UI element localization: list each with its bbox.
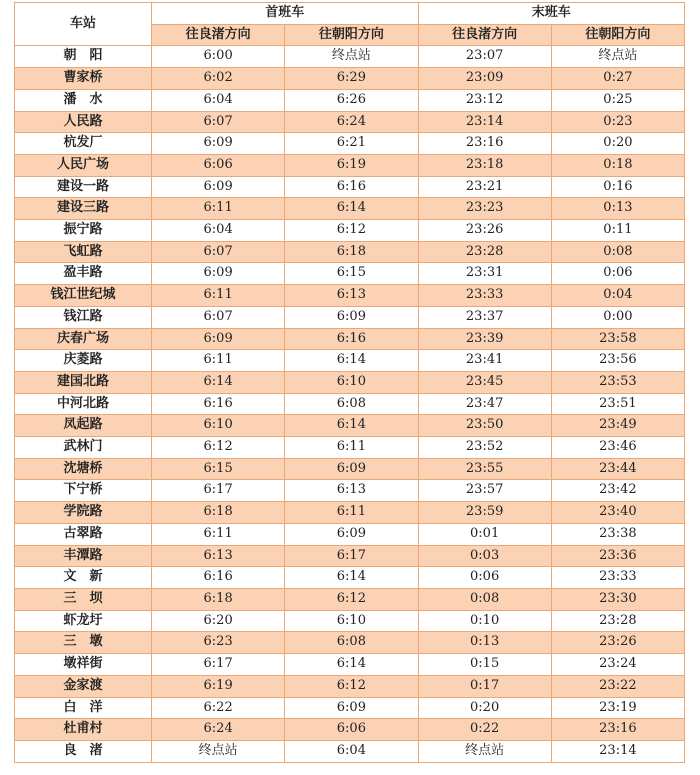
first-train-liangzhu-cell: 6:10 — [152, 415, 285, 437]
first-train-chaoyang-cell: 6:13 — [285, 480, 418, 502]
last-train-chaoyang-cell: 0:20 — [551, 133, 684, 155]
timetable-body — [15, 46, 685, 762]
table-row — [15, 285, 685, 307]
table-row — [15, 176, 685, 198]
last-train-liangzhu-cell: 23:21 — [418, 176, 551, 198]
first-train-chaoyang-cell: 6:10 — [285, 371, 418, 393]
last-train-chaoyang-cell: 23:36 — [551, 545, 684, 567]
last-train-chaoyang-cell: 23:14 — [551, 740, 684, 762]
last-train-liangzhu-cell: 终点站 — [418, 740, 551, 762]
last-train-chaoyang-cell: 23:26 — [551, 632, 684, 654]
first-train-chaoyang-cell: 6:14 — [285, 415, 418, 437]
first-train-chaoyang-cell: 6:21 — [285, 133, 418, 155]
first-train-chaoyang-cell: 6:09 — [285, 306, 418, 328]
station-cell: 潘 水 — [15, 89, 152, 111]
first-train-liangzhu-cell: 6:09 — [152, 176, 285, 198]
first-train-chaoyang-cell: 6:14 — [285, 654, 418, 676]
last-train-liangzhu-cell: 0:22 — [418, 719, 551, 741]
table-row — [15, 133, 685, 155]
last-train-liangzhu-cell: 23:37 — [418, 306, 551, 328]
first-train-chaoyang-cell: 6:14 — [285, 567, 418, 589]
first-train-chaoyang-cell: 6:24 — [285, 111, 418, 133]
station-cell: 钱江世纪城 — [15, 285, 152, 307]
last-train-chaoyang-cell: 23:42 — [551, 480, 684, 502]
last-train-chaoyang-cell: 终点站 — [551, 46, 684, 68]
table-row — [15, 415, 685, 437]
table-row — [15, 89, 685, 111]
first-train-chaoyang-cell: 6:12 — [285, 220, 418, 242]
first-train-chaoyang-cell: 终点站 — [285, 46, 418, 68]
last-train-chaoyang-cell: 23:22 — [551, 675, 684, 697]
last-train-liangzhu-cell: 0:13 — [418, 632, 551, 654]
station-cell: 庆菱路 — [15, 350, 152, 372]
timetable — [14, 2, 685, 763]
station-cell: 金家渡 — [15, 675, 152, 697]
first-train-liangzhu-cell: 6:24 — [152, 719, 285, 741]
station-cell: 古翠路 — [15, 523, 152, 545]
table-row — [15, 328, 685, 350]
header-last-dir-chaoyang: 往朝阳方向 — [551, 24, 684, 46]
first-train-chaoyang-cell: 6:09 — [285, 697, 418, 719]
last-train-chaoyang-cell: 23:30 — [551, 588, 684, 610]
first-train-chaoyang-cell: 6:09 — [285, 458, 418, 480]
last-train-liangzhu-cell: 0:01 — [418, 523, 551, 545]
first-train-liangzhu-cell: 6:16 — [152, 567, 285, 589]
table-row — [15, 437, 685, 459]
table-row — [15, 371, 685, 393]
header-first-dir-liangzhu: 往良渚方向 — [152, 24, 285, 46]
first-train-liangzhu-cell: 6:16 — [152, 393, 285, 415]
header-first-dir-chaoyang: 往朝阳方向 — [285, 24, 418, 46]
station-cell: 振宁路 — [15, 220, 152, 242]
first-train-chaoyang-cell: 6:14 — [285, 198, 418, 220]
station-cell: 曹家桥 — [15, 68, 152, 90]
last-train-chaoyang-cell: 23:38 — [551, 523, 684, 545]
timetable-header — [15, 3, 685, 46]
first-train-chaoyang-cell: 6:18 — [285, 241, 418, 263]
first-train-liangzhu-cell: 6:00 — [152, 46, 285, 68]
last-train-chaoyang-cell: 0:00 — [551, 306, 684, 328]
last-train-chaoyang-cell: 23:19 — [551, 697, 684, 719]
last-train-liangzhu-cell: 0:15 — [418, 654, 551, 676]
table-row — [15, 654, 685, 676]
first-train-liangzhu-cell: 6:07 — [152, 241, 285, 263]
last-train-liangzhu-cell: 23:23 — [418, 198, 551, 220]
first-train-liangzhu-cell: 终点站 — [152, 740, 285, 762]
station-cell: 杭发厂 — [15, 133, 152, 155]
header-last-dir-liangzhu: 往良渚方向 — [418, 24, 551, 46]
last-train-chaoyang-cell: 23:28 — [551, 610, 684, 632]
last-train-liangzhu-cell: 23:33 — [418, 285, 551, 307]
last-train-liangzhu-cell: 23:09 — [418, 68, 551, 90]
first-train-chaoyang-cell: 6:16 — [285, 176, 418, 198]
first-train-liangzhu-cell: 6:02 — [152, 68, 285, 90]
station-cell: 三 墩 — [15, 632, 152, 654]
first-train-liangzhu-cell: 6:12 — [152, 437, 285, 459]
first-train-chaoyang-cell: 6:29 — [285, 68, 418, 90]
first-train-liangzhu-cell: 6:04 — [152, 220, 285, 242]
first-train-chaoyang-cell: 6:17 — [285, 545, 418, 567]
first-train-liangzhu-cell: 6:20 — [152, 610, 285, 632]
last-train-chaoyang-cell: 23:24 — [551, 654, 684, 676]
table-row — [15, 502, 685, 524]
station-cell: 钱江路 — [15, 306, 152, 328]
first-train-chaoyang-cell: 6:12 — [285, 675, 418, 697]
station-cell: 墩祥街 — [15, 654, 152, 676]
table-row — [15, 198, 685, 220]
last-train-liangzhu-cell: 0:20 — [418, 697, 551, 719]
last-train-liangzhu-cell: 23:12 — [418, 89, 551, 111]
last-train-liangzhu-cell: 0:03 — [418, 545, 551, 567]
last-train-chaoyang-cell: 23:53 — [551, 371, 684, 393]
first-train-chaoyang-cell: 6:12 — [285, 588, 418, 610]
last-train-chaoyang-cell: 23:40 — [551, 502, 684, 524]
header-row-top — [15, 3, 685, 25]
table-row — [15, 697, 685, 719]
last-train-chaoyang-cell: 0:27 — [551, 68, 684, 90]
last-train-liangzhu-cell: 23:47 — [418, 393, 551, 415]
last-train-liangzhu-cell: 0:10 — [418, 610, 551, 632]
first-train-chaoyang-cell: 6:26 — [285, 89, 418, 111]
table-row — [15, 610, 685, 632]
last-train-chaoyang-cell: 0:18 — [551, 154, 684, 176]
first-train-liangzhu-cell: 6:18 — [152, 588, 285, 610]
station-cell: 下宁桥 — [15, 480, 152, 502]
table-row — [15, 740, 685, 762]
last-train-liangzhu-cell: 23:45 — [418, 371, 551, 393]
last-train-liangzhu-cell: 0:06 — [418, 567, 551, 589]
station-cell: 丰潭路 — [15, 545, 152, 567]
first-train-liangzhu-cell: 6:11 — [152, 523, 285, 545]
last-train-liangzhu-cell: 23:39 — [418, 328, 551, 350]
table-row — [15, 241, 685, 263]
table-row — [15, 458, 685, 480]
table-row — [15, 675, 685, 697]
first-train-chaoyang-cell: 6:04 — [285, 740, 418, 762]
last-train-liangzhu-cell: 23:57 — [418, 480, 551, 502]
station-cell: 虾龙圩 — [15, 610, 152, 632]
last-train-liangzhu-cell: 0:08 — [418, 588, 551, 610]
first-train-chaoyang-cell: 6:14 — [285, 350, 418, 372]
table-row — [15, 393, 685, 415]
station-cell: 凤起路 — [15, 415, 152, 437]
first-train-liangzhu-cell: 6:04 — [152, 89, 285, 111]
table-row — [15, 719, 685, 741]
first-train-chaoyang-cell: 6:19 — [285, 154, 418, 176]
station-cell: 文 新 — [15, 567, 152, 589]
last-train-chaoyang-cell: 23:58 — [551, 328, 684, 350]
first-train-liangzhu-cell: 6:07 — [152, 306, 285, 328]
station-cell: 武林门 — [15, 437, 152, 459]
table-row — [15, 306, 685, 328]
first-train-chaoyang-cell: 6:16 — [285, 328, 418, 350]
last-train-chaoyang-cell: 23:16 — [551, 719, 684, 741]
first-train-liangzhu-cell: 6:14 — [152, 371, 285, 393]
station-cell: 沈塘桥 — [15, 458, 152, 480]
last-train-liangzhu-cell: 23:59 — [418, 502, 551, 524]
first-train-chaoyang-cell: 6:06 — [285, 719, 418, 741]
last-train-liangzhu-cell: 23:14 — [418, 111, 551, 133]
first-train-chaoyang-cell: 6:11 — [285, 437, 418, 459]
first-train-chaoyang-cell: 6:08 — [285, 632, 418, 654]
table-row — [15, 220, 685, 242]
table-row — [15, 567, 685, 589]
last-train-chaoyang-cell: 0:23 — [551, 111, 684, 133]
first-train-chaoyang-cell: 6:13 — [285, 285, 418, 307]
first-train-liangzhu-cell: 6:22 — [152, 697, 285, 719]
table-row — [15, 632, 685, 654]
station-cell: 杜甫村 — [15, 719, 152, 741]
table-row — [15, 263, 685, 285]
header-station: 车站 — [15, 3, 152, 46]
last-train-liangzhu-cell: 23:31 — [418, 263, 551, 285]
last-train-chaoyang-cell: 0:25 — [551, 89, 684, 111]
last-train-liangzhu-cell: 0:17 — [418, 675, 551, 697]
station-cell: 良 渚 — [15, 740, 152, 762]
first-train-chaoyang-cell: 6:09 — [285, 523, 418, 545]
station-cell: 建设三路 — [15, 198, 152, 220]
table-row — [15, 350, 685, 372]
first-train-liangzhu-cell: 6:07 — [152, 111, 285, 133]
table-row — [15, 480, 685, 502]
station-cell: 飞虹路 — [15, 241, 152, 263]
station-cell: 建设一路 — [15, 176, 152, 198]
station-cell: 人民路 — [15, 111, 152, 133]
last-train-chaoyang-cell: 23:56 — [551, 350, 684, 372]
first-train-liangzhu-cell: 6:06 — [152, 154, 285, 176]
station-cell: 庆春广场 — [15, 328, 152, 350]
first-train-liangzhu-cell: 6:09 — [152, 328, 285, 350]
first-train-liangzhu-cell: 6:23 — [152, 632, 285, 654]
last-train-chaoyang-cell: 23:46 — [551, 437, 684, 459]
last-train-liangzhu-cell: 23:41 — [418, 350, 551, 372]
last-train-chaoyang-cell: 0:06 — [551, 263, 684, 285]
last-train-chaoyang-cell: 0:16 — [551, 176, 684, 198]
first-train-liangzhu-cell: 6:09 — [152, 263, 285, 285]
first-train-chaoyang-cell: 6:08 — [285, 393, 418, 415]
table-row — [15, 545, 685, 567]
timetable-container — [14, 2, 684, 763]
last-train-chaoyang-cell: 0:13 — [551, 198, 684, 220]
header-last-train: 末班车 — [418, 3, 685, 25]
first-train-liangzhu-cell: 6:17 — [152, 480, 285, 502]
first-train-liangzhu-cell: 6:11 — [152, 350, 285, 372]
table-row — [15, 46, 685, 68]
last-train-chaoyang-cell: 23:51 — [551, 393, 684, 415]
first-train-liangzhu-cell: 6:17 — [152, 654, 285, 676]
last-train-chaoyang-cell: 23:33 — [551, 567, 684, 589]
station-cell: 朝 阳 — [15, 46, 152, 68]
station-cell: 白 洋 — [15, 697, 152, 719]
station-cell: 三 坝 — [15, 588, 152, 610]
last-train-chaoyang-cell: 0:04 — [551, 285, 684, 307]
table-row — [15, 523, 685, 545]
last-train-liangzhu-cell: 23:26 — [418, 220, 551, 242]
station-cell: 盈丰路 — [15, 263, 152, 285]
table-row — [15, 154, 685, 176]
first-train-liangzhu-cell: 6:15 — [152, 458, 285, 480]
first-train-liangzhu-cell: 6:19 — [152, 675, 285, 697]
table-row — [15, 111, 685, 133]
last-train-chaoyang-cell: 0:08 — [551, 241, 684, 263]
last-train-liangzhu-cell: 23:07 — [418, 46, 551, 68]
first-train-liangzhu-cell: 6:18 — [152, 502, 285, 524]
first-train-chaoyang-cell: 6:11 — [285, 502, 418, 524]
first-train-liangzhu-cell: 6:09 — [152, 133, 285, 155]
first-train-chaoyang-cell: 6:10 — [285, 610, 418, 632]
table-row — [15, 68, 685, 90]
last-train-chaoyang-cell: 0:11 — [551, 220, 684, 242]
first-train-chaoyang-cell: 6:15 — [285, 263, 418, 285]
header-first-train: 首班车 — [152, 3, 419, 25]
last-train-liangzhu-cell: 23:28 — [418, 241, 551, 263]
last-train-chaoyang-cell: 23:44 — [551, 458, 684, 480]
table-row — [15, 588, 685, 610]
last-train-liangzhu-cell: 23:18 — [418, 154, 551, 176]
last-train-liangzhu-cell: 23:50 — [418, 415, 551, 437]
station-cell: 中河北路 — [15, 393, 152, 415]
station-cell: 学院路 — [15, 502, 152, 524]
last-train-chaoyang-cell: 23:49 — [551, 415, 684, 437]
last-train-liangzhu-cell: 23:52 — [418, 437, 551, 459]
last-train-liangzhu-cell: 23:55 — [418, 458, 551, 480]
first-train-liangzhu-cell: 6:11 — [152, 198, 285, 220]
station-cell: 建国北路 — [15, 371, 152, 393]
first-train-liangzhu-cell: 6:11 — [152, 285, 285, 307]
station-cell: 人民广场 — [15, 154, 152, 176]
first-train-liangzhu-cell: 6:13 — [152, 545, 285, 567]
last-train-liangzhu-cell: 23:16 — [418, 133, 551, 155]
